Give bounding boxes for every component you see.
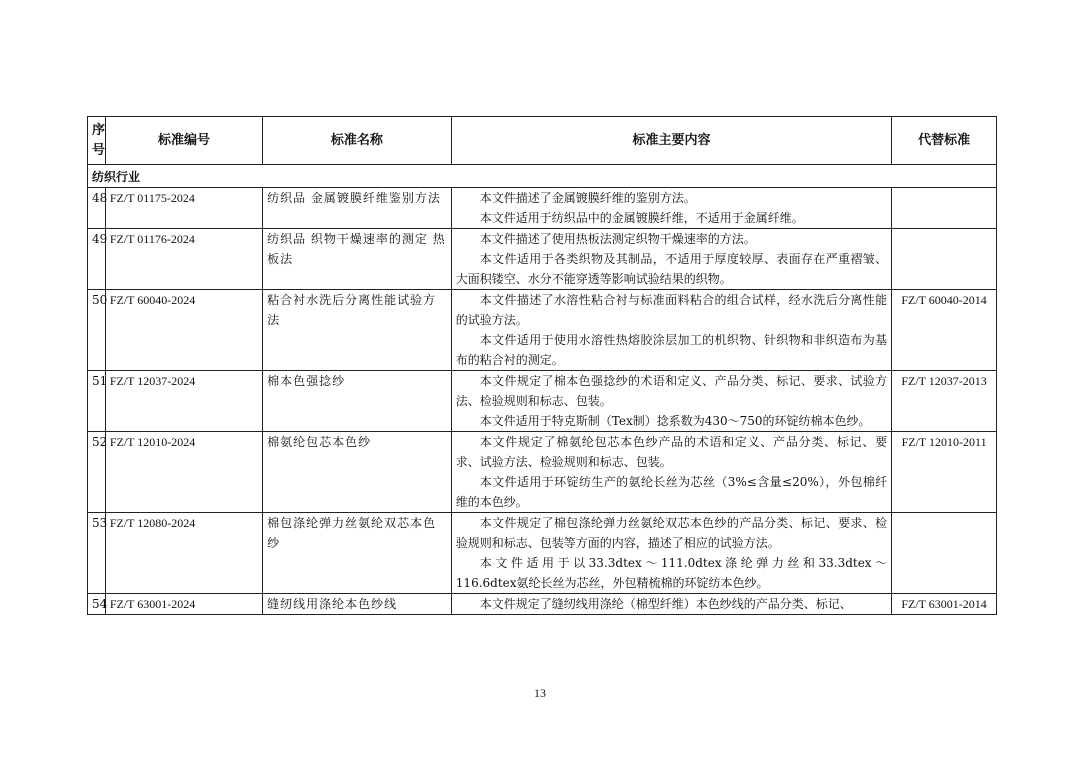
table-row — [88, 290, 997, 371]
row-replaced-standard: FZ/T 12010-2011 — [892, 432, 997, 513]
table-row — [88, 432, 997, 513]
row-content — [451, 513, 891, 594]
row-seq: 52 — [88, 432, 106, 513]
table-row — [88, 594, 997, 615]
content-paragraph: 本文件规定了棉本色强捻纱的术语和定义、产品分类、标记、要求、试验方法、检验规则和标志、包装。 — [455, 374, 888, 408]
row-content — [451, 594, 891, 615]
section-label: 纺织行业 — [88, 165, 997, 188]
row-seq: 54 — [88, 594, 106, 615]
page-number: 13 — [534, 686, 546, 700]
row-replaced-standard — [892, 229, 997, 290]
table-row — [88, 188, 997, 229]
row-replaced-standard — [892, 513, 997, 594]
row-content — [451, 188, 891, 229]
row-replaced-standard: FZ/T 12037-2013 — [892, 371, 997, 432]
row-standard-name: 粘合衬水洗后分离性能试验方法 — [263, 290, 452, 371]
table-row — [88, 513, 997, 594]
header-content: 标准主要内容 — [451, 117, 891, 165]
content-paragraph: 本文件适用于环锭纺生产的氨纶长丝为芯丝（3%≤含量≤20%），外包棉纤维的本色纱。 — [455, 475, 888, 509]
row-seq: 48 — [88, 188, 106, 229]
row-standard-code: FZ/T 63001-2024 — [105, 594, 262, 615]
row-standard-code: FZ/T 12037-2024 — [105, 371, 262, 432]
row-standard-name: 棉包涤纶弹力丝氨纶双芯本色纱 — [263, 513, 452, 594]
standards-table — [87, 116, 997, 615]
row-standard-code: FZ/T 12080-2024 — [105, 513, 262, 594]
row-standard-code: FZ/T 12010-2024 — [105, 432, 262, 513]
row-content — [451, 290, 891, 371]
header-replaced: 代替标准 — [892, 117, 997, 165]
row-seq: 49 — [88, 229, 106, 290]
content-paragraph: 本文件适用于以33.3dtex～111.0dtex涤纶弹力丝和33.3dtex～116.6dtex氨纶长丝为芯丝，外包精梳棉的环锭纺本色纱。 — [455, 556, 888, 590]
row-content — [451, 371, 891, 432]
content-paragraph: 本文件描述了水溶性粘合衬与标准面料粘合的组合试样，经水洗后分离性能的试验方法。 — [455, 293, 888, 327]
row-replaced-standard: FZ/T 63001-2014 — [892, 594, 997, 615]
content-paragraph: 本文件规定了棉包涤纶弹力丝氨纶双芯本色纱的产品分类、标记、要求、检验规则和标志、包装等方面的内容，描述了相应的试验方法。 — [455, 516, 888, 550]
header-name: 标准名称 — [263, 117, 452, 165]
section-row — [88, 165, 997, 188]
row-standard-code: FZ/T 01175-2024 — [105, 188, 262, 229]
content-paragraph: 本文件适用于使用水溶性热熔胶涂层加工的机织物、针织物和非织造布为基布的粘合衬的测定。 — [455, 333, 888, 367]
content-paragraph: 本文件描述了使用热板法测定织物干燥速率的方法。 — [479, 232, 756, 246]
row-content — [451, 432, 891, 513]
row-standard-code: FZ/T 60040-2024 — [105, 290, 262, 371]
row-seq: 50 — [88, 290, 106, 371]
table-header-row — [88, 117, 997, 165]
content-paragraph: 本文件描述了金属镀膜纤维的鉴别方法。 — [479, 191, 696, 205]
row-standard-name: 纺织品 金属镀膜纤维鉴别方法 — [263, 188, 452, 229]
content-paragraph: 本文件适用于各类织物及其制品，不适用于厚度较厚、表面存在严重褶皱、大面积镂空、水分不能穿透等影响试验结果的织物。 — [455, 252, 888, 286]
row-seq: 51 — [88, 371, 106, 432]
table-row — [88, 229, 997, 290]
content-paragraph: 本文件适用于特克斯制（Tex制）捻系数为430～750的环锭纺棉本色纱。 — [479, 414, 871, 428]
row-content — [451, 229, 891, 290]
header-seq: 序 号 — [88, 117, 106, 165]
row-standard-name: 棉本色强捻纱 — [263, 371, 452, 432]
header-code: 标准编号 — [105, 117, 262, 165]
table-row — [88, 371, 997, 432]
row-standard-name: 棉氨纶包芯本色纱 — [263, 432, 452, 513]
row-seq: 53 — [88, 513, 106, 594]
row-replaced-standard — [892, 188, 997, 229]
content-paragraph: 本文件规定了缝纫线用涤纶（棉型纤维）本色纱线的产品分类、标记、 — [479, 597, 852, 611]
content-paragraph: 本文件适用于纺织品中的金属镀膜纤维，不适用于金属纤维。 — [479, 211, 804, 225]
content-paragraph: 本文件规定了棉氨纶包芯本色纱产品的术语和定义、产品分类、标记、要求、试验方法、检验规则和标志、包装。 — [455, 435, 888, 469]
row-standard-name: 缝纫线用涤纶本色纱线 — [263, 594, 452, 615]
row-standard-code: FZ/T 01176-2024 — [105, 229, 262, 290]
row-replaced-standard: FZ/T 60040-2014 — [892, 290, 997, 371]
row-standard-name: 纺织品 织物干燥速率的测定 热板法 — [263, 229, 452, 290]
